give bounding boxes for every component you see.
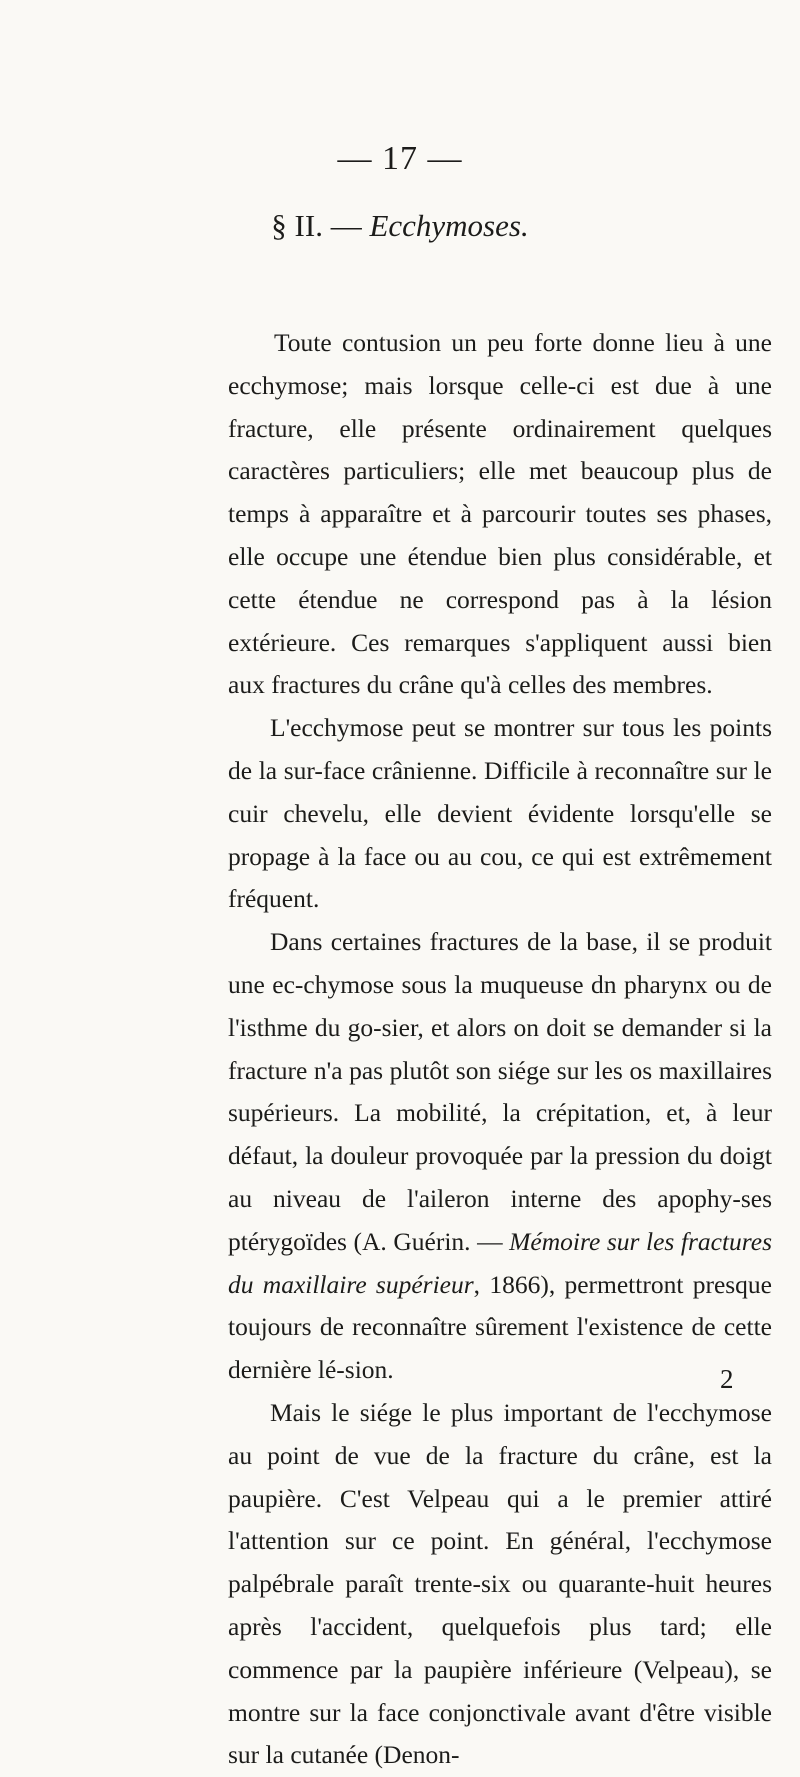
paragraph-surface-cranienne: L'ecchymose peut se montrer sur tous les points de la sur-face crânienne. Difficile à reconnaître sur le cuir chevelu, elle devient évidente lorsqu'elle se propage à la face ou au cou, ce qui est extrêmement fréquent. [228,713,772,914]
section-title: Ecchymoses. [369,208,529,243]
paragraph-fractures-base-end: , 1866), permettront presque toujours de reconnaître sûrement l'existence de cette dernière lé-sion. [228,1269,772,1385]
signature-mark: 2 [720,1364,734,1394]
section-number: § II. — [271,208,362,243]
paragraph-fractures-base-text: Dans certaines fractures de la base, il se produit une ec-chymose sous la muqueuse dn pharynx ou de l'isthme du go-sier, et alors on doit se demander si la fracture n'a pas plutôt son siége sur les os maxillaires supérieurs. La mobilité, la crépitation, et, à leur défaut, la douleur provoquée par la pression du doigt au niveau de l'aileron interne des apophy-ses ptérygoïdes (A. Guérin. — [228,927,772,1256]
citation-title: Mémoire sur les fractures du maxillaire supérieur [228,1226,772,1299]
body-text [228,322,772,1777]
paragraph-paupiere: Mais le siége le plus important de l'ecchymose au point de vue de la fracture du crâne, est la paupière. C'est Velpeau qui a le premier attiré l'attention sur ce point. En général, l'ecchymose palpébrale paraît trente-six ou quarante-huit heures après l'accident, quelquefois plus tard; elle commence par la paupière inférieure (Velpeau), se montre sur la face conjonctivale avant d'être visible sur la cutanée (Denon- [228,1397,772,1770]
section-heading [0,208,800,244]
paragraph-fractures-base [228,921,772,1392]
paragraph-contusion: Toute contusion un peu forte donne lieu à une ecchymose; mais lorsque celle-ci est due à une fracture, elle présente ordinairement quelques caractères particuliers; elle met beaucoup plus de temps à apparaître et à parcourir toutes ses phases, elle occupe une étendue bien plus considérable, et cette étendue ne correspond pas à la lésion extérieure. Ces remarques s'appliquent aussi bien aux fractures du crâne qu'à celles des membres. [228,328,772,700]
running-head-page-number: — 17 — [337,140,463,177]
